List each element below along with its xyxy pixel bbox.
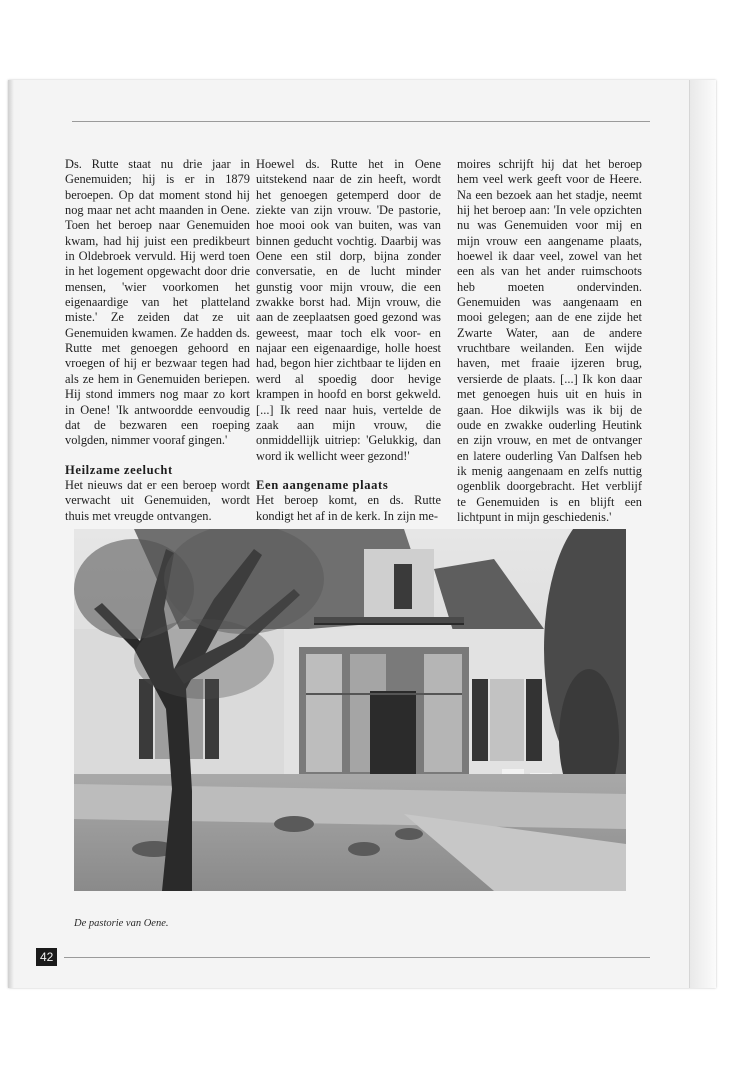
page-number: 42 [36, 948, 57, 966]
text-column-1 [65, 157, 250, 524]
book-page [8, 80, 716, 988]
page-edge [689, 80, 716, 988]
heading-heilzame-zeelucht: Heilzame zeelucht [65, 462, 173, 477]
book-spine-shadow [8, 80, 14, 988]
text-column-3 [457, 157, 642, 525]
column2-paragraph: Hoewel ds. Rutte het in Oene uitstekend naar de zin heeft, wordt het genoegen getemperd door de ziekte van zijn vrouw. 'De pastorie, hoe mooi ook van buiten, was van binnen geducht vochtig. Daarbij was Oene een stil dorp, bijna zonder conversatie, en de lucht minder gunstig voor mijn vrouw, die een zwakke borst had. Mijn vrouw, die aan de zeeplaatsen goed gezond was geweest, maar toch elk voor- en najaar een eigenaardige, holle hoest had, begon hier zichtbaar te lijden en werd al spoedig door hevige krampen in hoofd en borst gekweld. [...] Ik reed naar huis, vertelde de zaak aan mijn vrouw, die onmiddellijk uitriep: 'Gelukkig, dan word ik wellicht weer gezond!' [256, 157, 441, 463]
heading-een-aangename-plaats: Een aangename plaats [256, 477, 389, 492]
bottom-rule [64, 957, 650, 958]
top-rule [72, 121, 650, 122]
photo-caption: De pastorie van Oene. [74, 918, 169, 929]
column1-paragraph: Ds. Rutte staat nu drie jaar in Genemuiden; hij is er in 1879 beroepen. Op dat moment stond hij nog maar net acht maanden in Oene. Toen het beroep naar Genemuiden kwam, had hij juist een predikbeurt in Oldebroek vervuld. Hij werd toen in het logement opgewacht door drie mensen, 'wier voorkomen het eigenaardige van het platteland miste.' Ze zeiden dat ze uit Genemuiden kwamen. Ze hadden ds. Rutte met genoegen gehoord en vroegen of hij er bezwaar tegen had als ze hem in Genemuiden beriepen. Hij stond immers nog maar zo kort in Oene! 'Ik antwoordde eenvoudig dat de bezwaren een roeping volgden, nimmer vooraf gingen.' [65, 157, 250, 448]
column2-paragraph-2: Het beroep komt, en ds. Rutte kondigt het af in de kerk. In zijn me- [256, 493, 441, 523]
column3-paragraph: moires schrijft hij dat het beroep hem veel werk geeft voor de Heere. Na een bezoek aan het stadje, neemt hij het beroep aan: 'In vele opzichten nu was Genemuiden voor mij en mijn vrouw een aangename plaats, hoewel ik daar veel, zowel van het een als van het ander ruimschoots heb moeten ondervinden. Genemuiden was aangenaam en mooi gelegen; aan de ene zijde het Zwarte Water, aan de andere vruchtbare weilanden. Een wijde haven, met fraaie ijzeren brug, versierde de plaats. [...] Ik kon daar met genoegen huis uit en huis in gaan. Hoe dikwijls was ik bij de oude en zwakke ouderling Heutink en zijn vrouw, en met de ontvanger en latere ouderling Van Dalfsen heb ik menig aangenaam en zelfs nuttig ogenblik doorgebracht. Het verblijf te Genemuiden is en blijft een lichtpunt in mijn geschiedenis.' [457, 157, 642, 524]
photo-pastorie-oene [74, 529, 626, 891]
column1-paragraph-2: Het nieuws dat er een beroep wordt verwacht uit Genemuiden, wordt thuis met vreugde ontvangen. [65, 477, 250, 523]
text-column-2 [256, 157, 441, 524]
